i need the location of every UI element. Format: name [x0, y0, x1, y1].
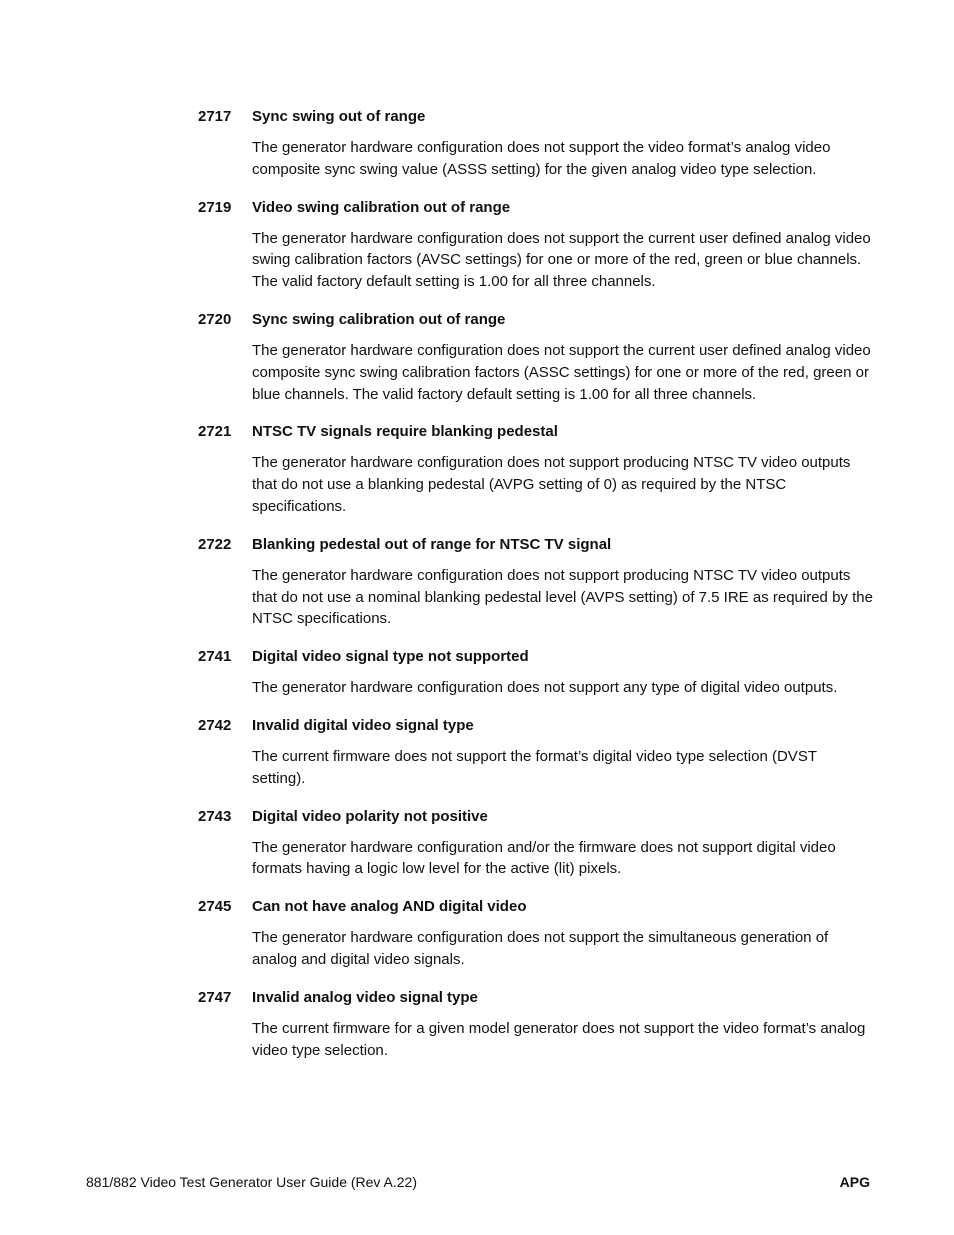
- error-description: The current firmware for a given model generator does not support the video format’s analog video type selection.: [252, 1019, 866, 1059]
- error-description: The current firmware does not support the format’s digital video type selection (DVST setting).: [252, 747, 817, 787]
- error-code: 2747: [198, 988, 232, 1006]
- error-code: 2717: [198, 108, 232, 125]
- page-footer: [86, 1172, 870, 1192]
- error-code: 2722: [198, 535, 232, 553]
- error-description: The generator hardware configuration does not support the current user defined analog video swing calibration factors (AVSC settings) for one or more of the red, green or blue channels. The valid factory default setting is 1.00 for all three channels.: [252, 229, 871, 291]
- entry-heading: [198, 197, 874, 218]
- footer-document-title: 881/882 Video Test Generator User Guide (Rev A.22): [86, 1174, 418, 1190]
- error-code-list: [198, 106, 874, 1061]
- error-description: The generator hardware configuration does not support the current user defined analog video composite sync swing calibration factors (ASSC settings) for one or more of the red, green or blue channels. The valid factory default setting is 1.00 for all three channels.: [252, 341, 871, 403]
- error-code: 2743: [198, 807, 232, 825]
- error-code: 2741: [198, 648, 232, 666]
- entry-heading: [198, 421, 874, 442]
- footer-brand: APG: [839, 1174, 870, 1190]
- entry-heading: [198, 646, 874, 667]
- error-entry-2747: [198, 987, 874, 1062]
- error-title: Digital video polarity not positive: [252, 807, 488, 825]
- error-entry-2722: [198, 534, 874, 630]
- error-code: 2719: [198, 198, 232, 216]
- error-entry-2745: [198, 896, 874, 971]
- error-description: The generator hardware configuration does not support the video format’s analog video composite sync swing value (ASSS setting) for the given analog video type selection.: [252, 139, 831, 178]
- error-title: Digital video signal type not supported: [252, 648, 529, 666]
- error-title: Sync swing calibration out of range: [252, 310, 506, 328]
- error-entry-2743: [198, 806, 874, 881]
- error-description: The generator hardware configuration does not support any type of digital video outputs.: [252, 679, 838, 697]
- error-title: Invalid analog video signal type: [252, 988, 478, 1006]
- entry-heading: [198, 987, 874, 1008]
- error-entry-2720: [198, 309, 874, 405]
- entry-heading: [198, 309, 874, 330]
- error-code: 2745: [198, 898, 232, 916]
- error-entry-2742: [198, 715, 874, 790]
- error-title: Can not have analog AND digital video: [252, 898, 527, 916]
- error-title: Sync swing out of range: [252, 108, 426, 125]
- error-title: Invalid digital video signal type: [252, 716, 474, 734]
- error-title: NTSC TV signals require blanking pedestal: [252, 423, 558, 441]
- error-entry-2719: [198, 197, 874, 293]
- error-title: Blanking pedestal out of range for NTSC TV signal: [252, 535, 612, 553]
- error-entry-2717: [198, 106, 874, 181]
- error-description: The generator hardware configuration and/or the firmware does not support digital video formats having a logic low level for the active (lit) pixels.: [252, 838, 836, 878]
- entry-heading: [198, 806, 874, 827]
- error-description: The generator hardware configuration does not support the simultaneous generation of analog and digital video signals.: [252, 929, 829, 968]
- error-code: 2720: [198, 310, 232, 328]
- error-description: The generator hardware configuration does not support producing NTSC TV video outputs that do not use a blanking pedestal (AVPG setting of 0) as required by the NTSC specifications.: [252, 454, 851, 515]
- error-entry-2721: [198, 421, 874, 517]
- entry-heading: [198, 896, 874, 917]
- error-entry-2741: [198, 646, 874, 699]
- entry-heading: [198, 106, 874, 127]
- entry-heading: [198, 534, 874, 555]
- error-code: 2742: [198, 716, 232, 734]
- error-code: 2721: [198, 423, 232, 441]
- entry-heading: [198, 715, 874, 736]
- error-description: The generator hardware configuration does not support producing NTSC TV video outputs that do not use a nominal blanking pedestal level (AVPS setting) of 7.5 IRE as required by the NTSC specifications.: [252, 566, 873, 628]
- error-title: Video swing calibration out of range: [252, 198, 511, 216]
